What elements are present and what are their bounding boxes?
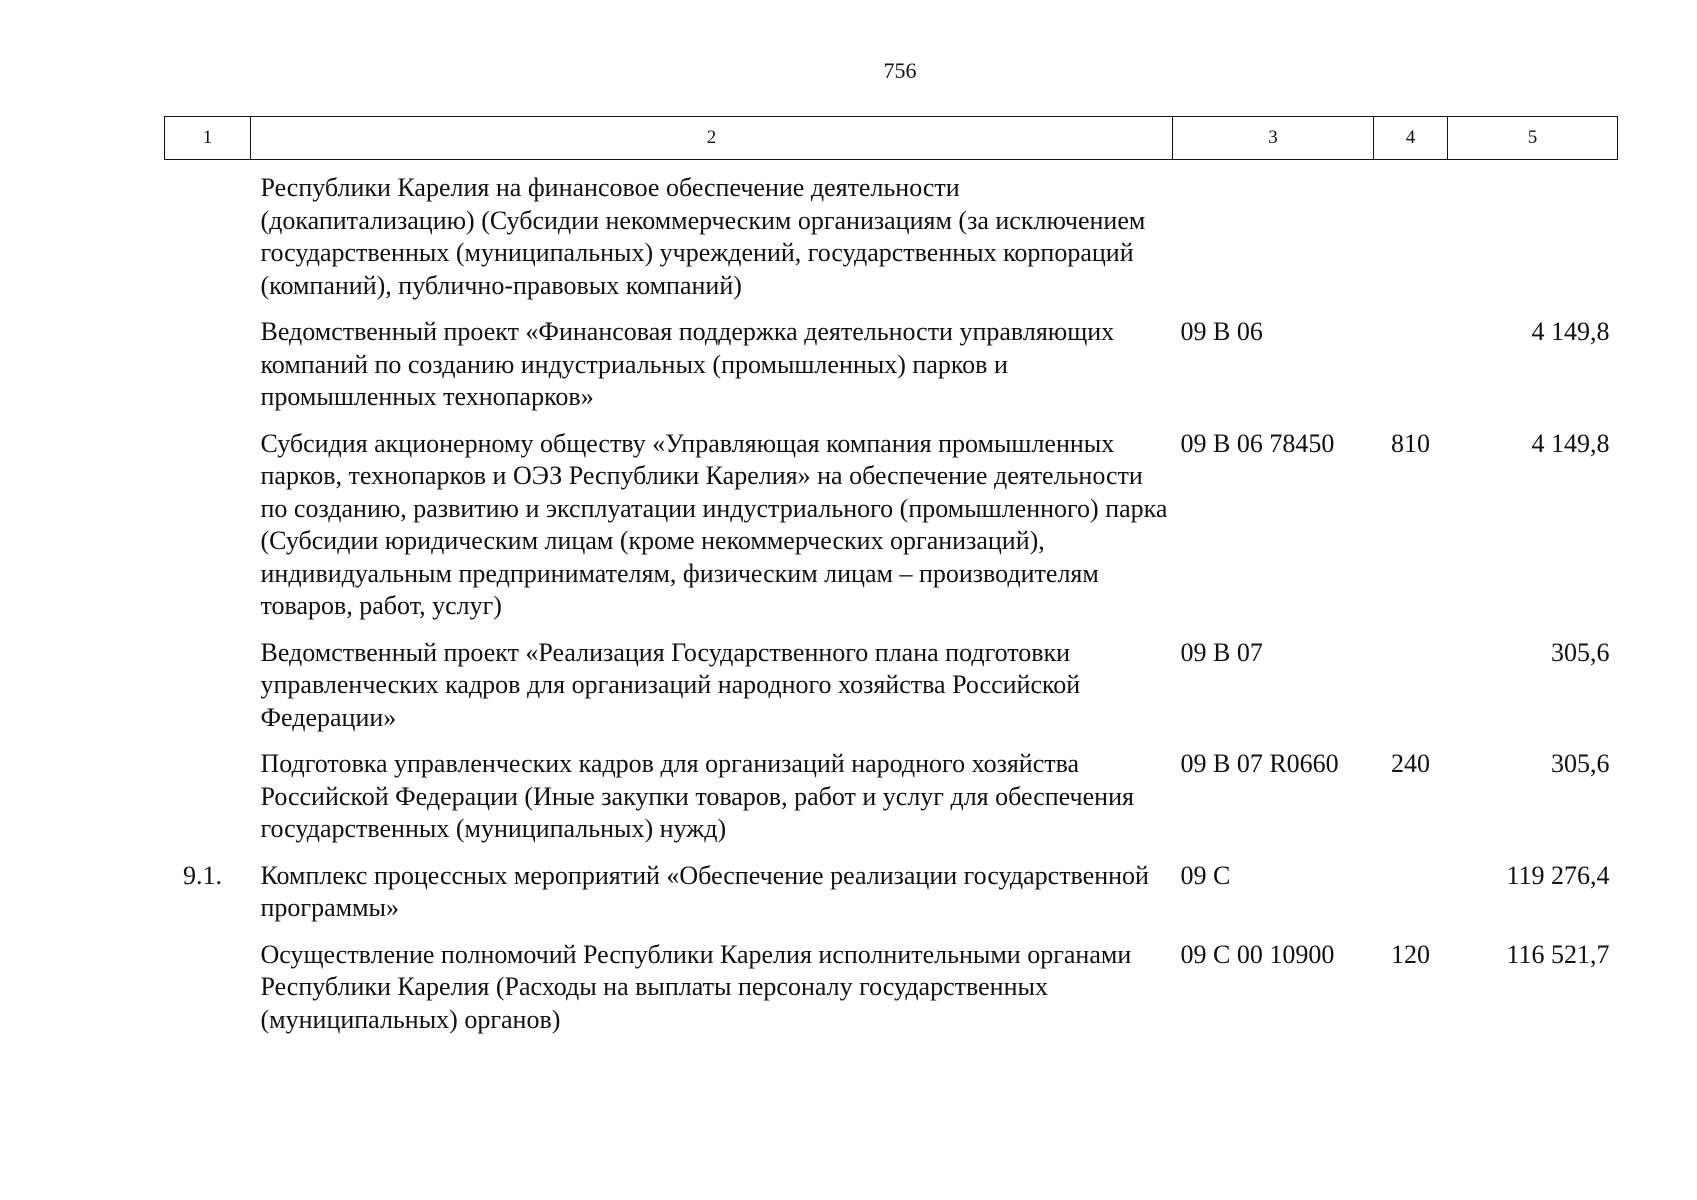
row-target-article-code	[1173, 160, 1374, 317]
row-amount: 305,6	[1551, 637, 1610, 667]
row-expense-type-code	[1374, 637, 1448, 749]
budget-table	[164, 116, 1618, 1050]
row-number	[165, 316, 251, 428]
header-col-1: 1	[165, 117, 251, 160]
row-target-article-code: 09 В 06	[1180, 317, 1263, 346]
row-number	[165, 637, 251, 749]
table-row	[165, 637, 1618, 749]
table-row	[165, 316, 1618, 428]
row-target-article-code: 09 С 00 10900	[1180, 939, 1335, 969]
header-col-5: 5	[1448, 117, 1618, 160]
page-number: 756	[883, 58, 917, 83]
row-expense-type-code: 240	[1391, 749, 1430, 778]
table-row	[165, 748, 1618, 860]
row-description: Ведомственный проект «Финансовая поддержка деятельности управляющих компаний по созданию индустриальных (промышленных) парков и промышленных технопарков»	[260, 317, 1115, 411]
table-row	[165, 428, 1618, 637]
row-description: Комплекс процессных мероприятий «Обеспечение реализации государственной программы»	[260, 860, 1149, 922]
row-description: Ведомственный проект «Реализация Государственного плана подготовки управленческих кадров для организаций народного хозяйства Российской Федерации»	[260, 637, 1081, 732]
table-row	[165, 160, 1618, 317]
row-expense-type-code	[1374, 316, 1448, 428]
row-target-article-code: 09 С	[1180, 860, 1231, 890]
row-number: 9.1.	[183, 860, 222, 890]
row-number	[165, 939, 251, 1051]
table-row	[165, 860, 1618, 939]
row-description: Подготовка управленческих кадров для организаций народного хозяйства Российской Федерации (Иные закупки товаров, работ и услуг для обеспечения государственных (муниципальных) нужд)	[260, 749, 1134, 843]
row-number	[165, 160, 251, 317]
header-col-3: 3	[1173, 117, 1374, 160]
row-expense-type-code	[1374, 160, 1448, 317]
row-amount	[1448, 160, 1618, 317]
column-number-header-row	[165, 117, 1618, 160]
row-target-article-code: 09 В 07 R0660	[1180, 749, 1339, 778]
header-col-4: 4	[1374, 117, 1448, 160]
row-target-article-code: 09 В 06 78450	[1180, 428, 1335, 458]
row-target-article-code: 09 В 07	[1180, 637, 1263, 667]
row-amount: 4 149,8	[1531, 428, 1610, 458]
row-amount: 116 521,7	[1506, 939, 1610, 969]
row-number	[165, 748, 251, 860]
table-row	[165, 939, 1618, 1051]
row-expense-type-code: 120	[1391, 939, 1430, 969]
row-expense-type-code	[1374, 860, 1448, 939]
header-col-2: 2	[251, 117, 1173, 160]
row-expense-type-code: 810	[1391, 428, 1430, 458]
row-description: Субсидия акционерному обществу «Управляющая компания промышленных парков, технопарков и ОЭЗ Республики Карелия» на обеспечение деятельности по созданию, развитию и эксплуатации индустриального (промышленного) парка (Субсидии юридическим лицам (кроме некоммерческих организаций), индивидуальным предпринимателям, физическим лицам – производителям товаров, работ, услуг)	[260, 428, 1168, 620]
row-amount: 4 149,8	[1531, 317, 1610, 346]
row-amount: 305,6	[1551, 749, 1610, 778]
row-amount: 119 276,4	[1506, 860, 1610, 890]
row-description: Осуществление полномочий Республики Карелия исполнительными органами Республики Карелия (Расходы на выплаты персоналу государственных (муниципальных) органов)	[260, 939, 1132, 1034]
row-number	[165, 428, 251, 637]
row-description: Республики Карелия на финансовое обеспечение деятельности (докапитализацию) (Субсидии некоммерческим организациям (за исключением государственных (муниципальных) учреждений, государственных корпораций (компаний), публично-правовых компаний)	[260, 173, 1146, 300]
